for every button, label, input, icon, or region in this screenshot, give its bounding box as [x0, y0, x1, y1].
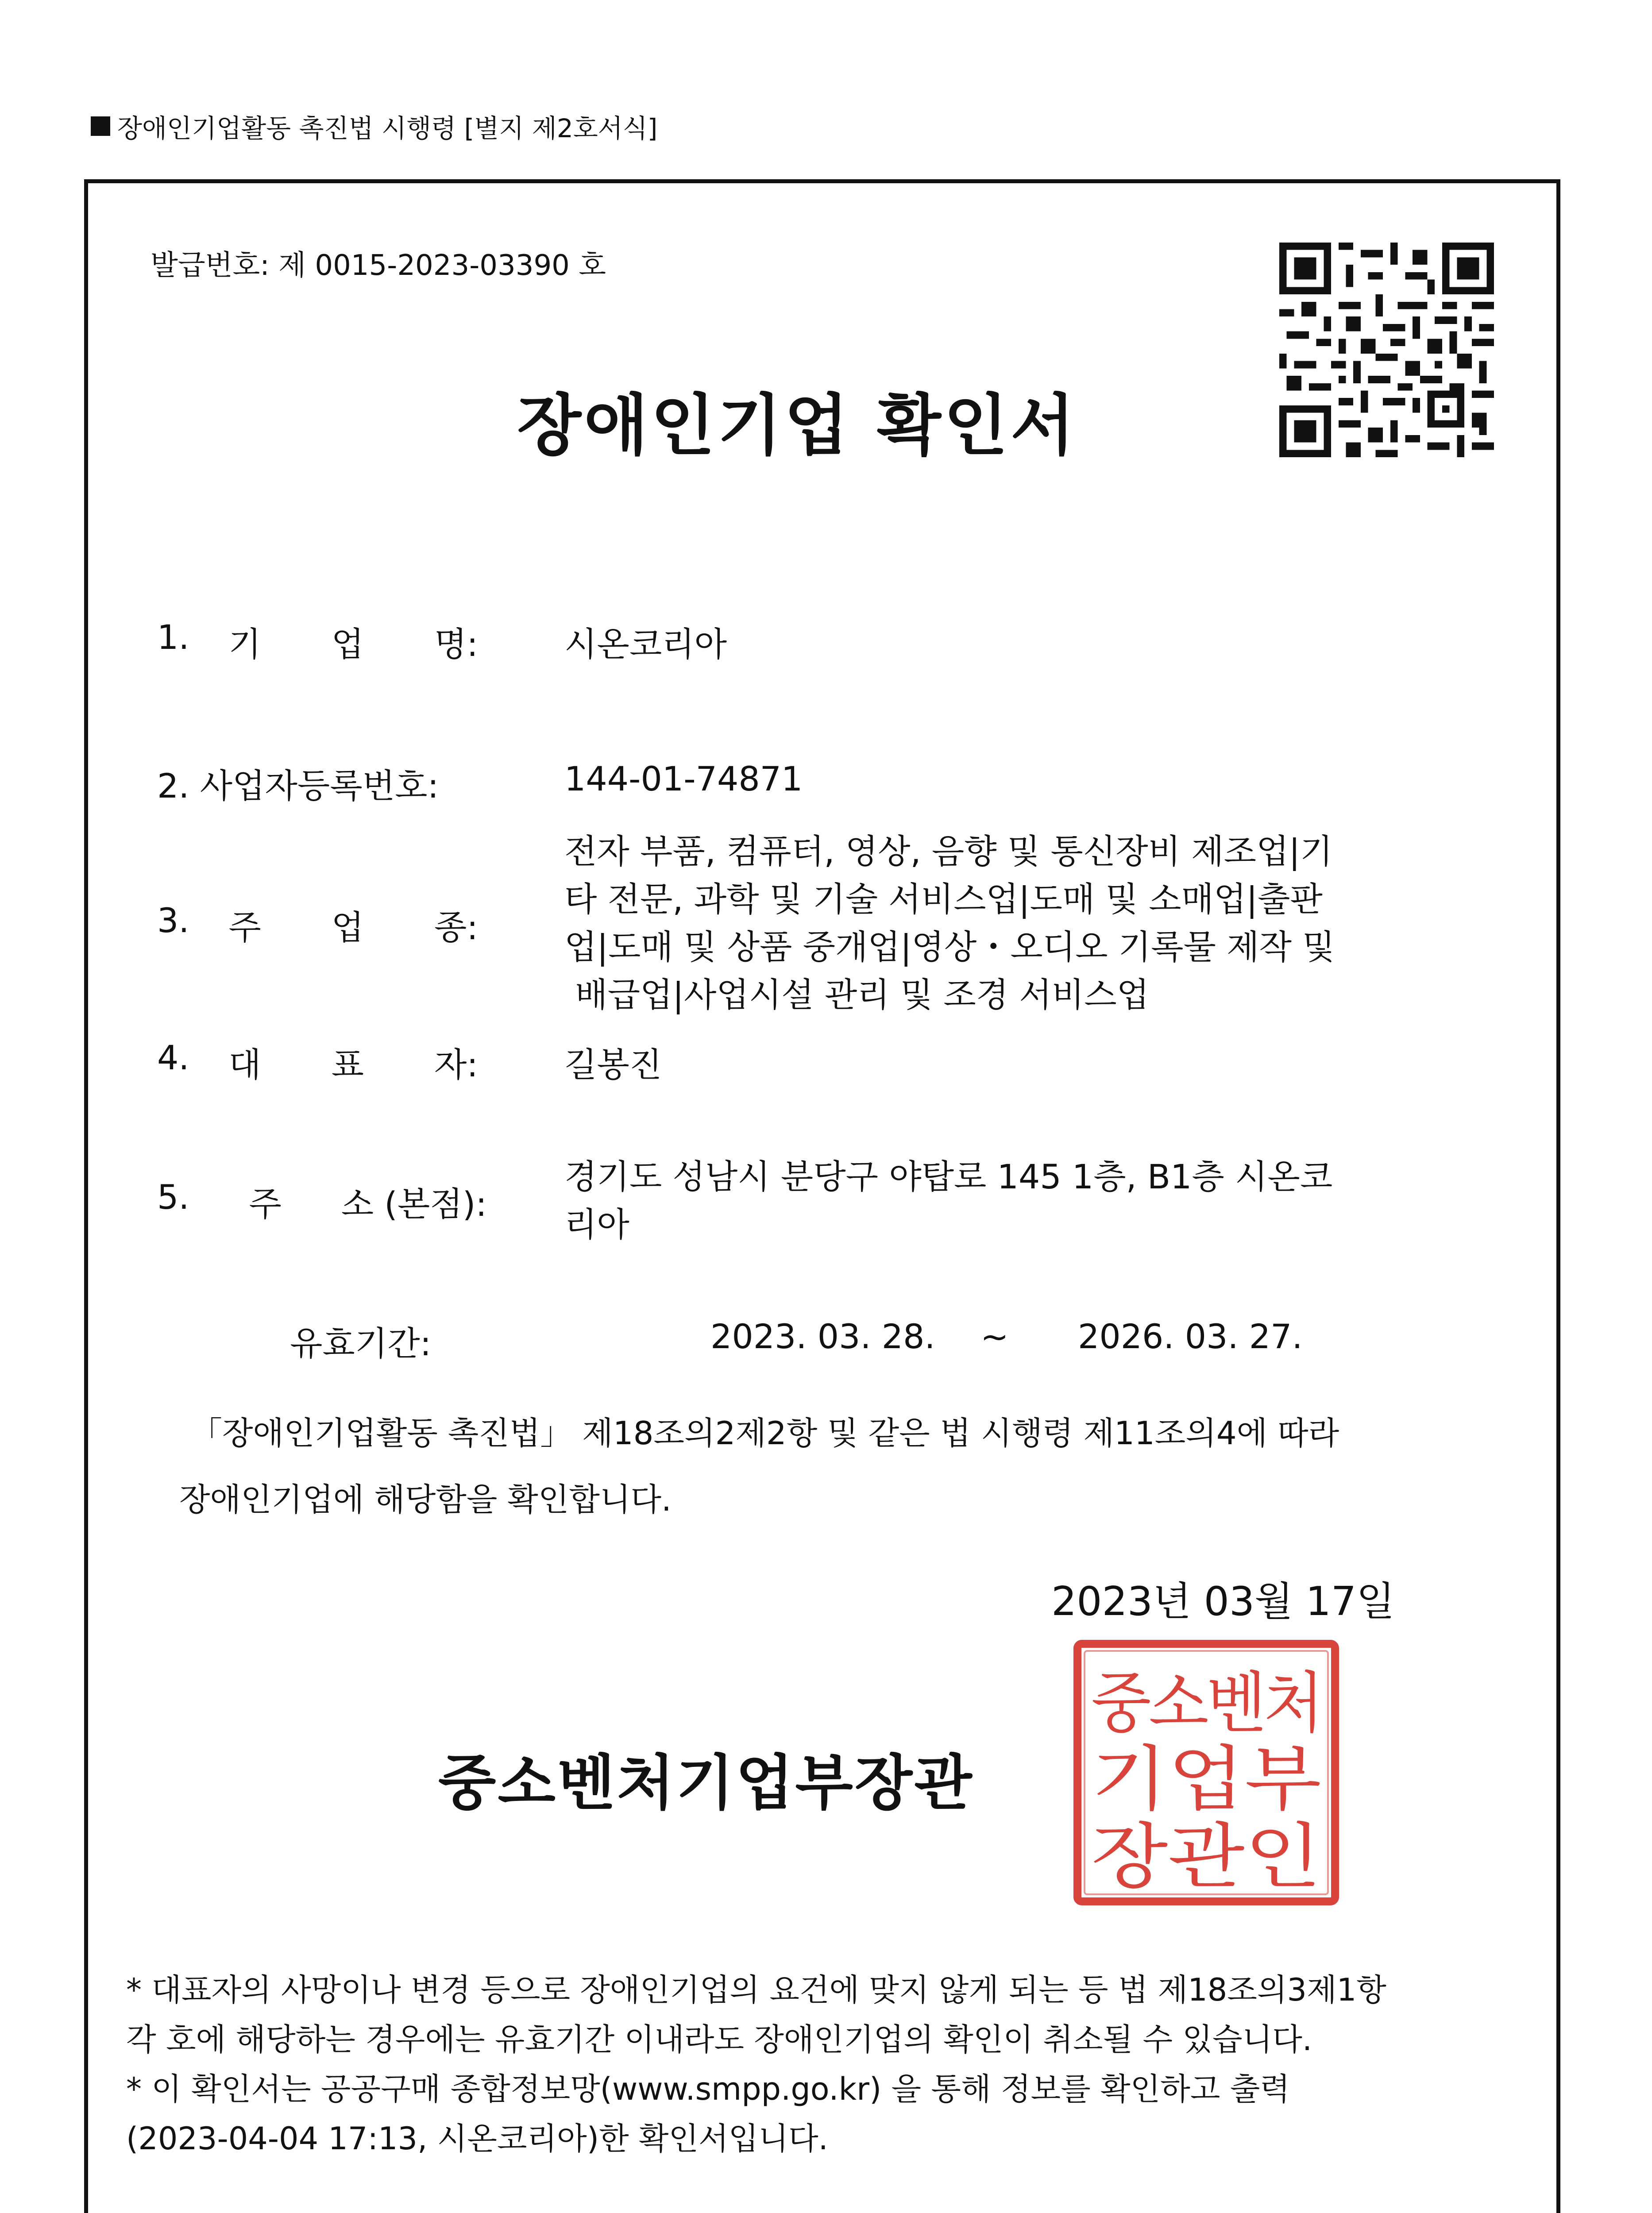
address-line: 경기도 성남시 분당구 야탑로 145 1층, B1층 시온코: [564, 1157, 1333, 1196]
validity-start-date: 2023. 03. 28.: [710, 1317, 935, 1356]
label-char: 업: [331, 625, 364, 664]
reg-number-value: 144-01-74871: [564, 759, 803, 798]
footnotes: [126, 1965, 1386, 2163]
validity-end-date: 2026. 03. 27.: [1078, 1317, 1303, 1356]
business-line: 전자 부품, 컴퓨터, 영상, 음향 및 통신장비 제조업|기: [564, 832, 1333, 871]
label-char: 주: [249, 1184, 282, 1224]
svg-text:장관인: 장관인: [1091, 1815, 1321, 1898]
document-title: [0, 372, 1652, 467]
svg-text:기업부: 기업부: [1091, 1738, 1321, 1820]
svg-text:중소벤처: 중소벤처: [1091, 1665, 1321, 1742]
footnote-line: * 대표자의 사망이나 변경 등으로 장애인기업의 요건에 맞지 않게 되는 등 법 제18조의3제1항: [126, 1972, 1386, 2008]
reg-number-label: 2. 사업자등록번호:: [157, 766, 439, 806]
label-char: 기: [228, 625, 261, 664]
label-num: 3.: [157, 901, 189, 940]
representative-label: [157, 1038, 478, 1086]
business-line: 타 전문, 과학 및 기술 서비스업|도매 및 소매업|출판: [564, 879, 1323, 919]
statement-line: 「장애인기업활동 촉진법」 제18조의2제2항 및 같은 법 시행령 제11조의4에 따라: [190, 1415, 1339, 1452]
business-line: 배급업|사업시설 관리 및 조경 서비스업: [564, 975, 1150, 1014]
label-char: 주: [228, 908, 261, 947]
label-char: 소 (본점):: [341, 1184, 487, 1224]
footnote-line: * 이 확인서는 공공구매 종합정보망(www.smpp.go.kr) 을 통해 정보를 확인하고 출력: [126, 2071, 1290, 2107]
address-line: 리아: [564, 1205, 629, 1244]
issue-number: 발급번호: 제 0015-2023-03390 호: [151, 249, 606, 282]
label-char: 대: [228, 1045, 261, 1084]
validity-label: 유효기간:: [290, 1324, 432, 1363]
square-bullet-icon: [91, 116, 110, 136]
business-line: 업|도매 및 상품 중개업|영상・오디오 기록물 제작 및: [564, 927, 1335, 967]
footnote-line: 각 호에 해당하는 경우에는 유효기간 이내라도 장애인기업의 확인이 취소될 수 있습니다.: [126, 2021, 1312, 2058]
label-char: 표: [331, 1045, 364, 1084]
representative-value: 길봉진: [564, 1045, 662, 1084]
statement-line: 장애인기업에 해당함을 확인합니다.: [179, 1481, 672, 1518]
label-char: 명:: [434, 625, 478, 664]
address-value: [564, 1153, 1450, 1249]
label-num: 5.: [157, 1177, 189, 1217]
label-char: 업: [331, 908, 364, 947]
form-header-text: 장애인기업활동 촉진법 시행령 [별지 제2호서식]: [117, 113, 658, 143]
label-char: 자:: [434, 1045, 478, 1084]
footnote-line: (2023-04-04 17:13, 시온코리아)한 확인서입니다.: [126, 2120, 828, 2157]
company-name-label: [157, 617, 478, 666]
official-seal-stamp: [1071, 1638, 1341, 1908]
issue-date: 2023년 03월 17일: [1051, 1578, 1395, 1625]
document-title-text: 장애인기업 확인서: [517, 387, 1077, 464]
business-type-value: [564, 828, 1472, 1019]
issuer-name: 중소벤처기업부장관: [438, 1748, 974, 1818]
business-type-label: [157, 901, 478, 949]
label-char: 종:: [434, 908, 478, 947]
label-num: 4.: [157, 1038, 189, 1077]
validity-separator: ~: [980, 1317, 1009, 1356]
company-name-value: 시온코리아: [564, 625, 727, 664]
form-header: [91, 108, 657, 145]
label-num: 1.: [157, 617, 189, 657]
address-label: [157, 1177, 487, 1226]
